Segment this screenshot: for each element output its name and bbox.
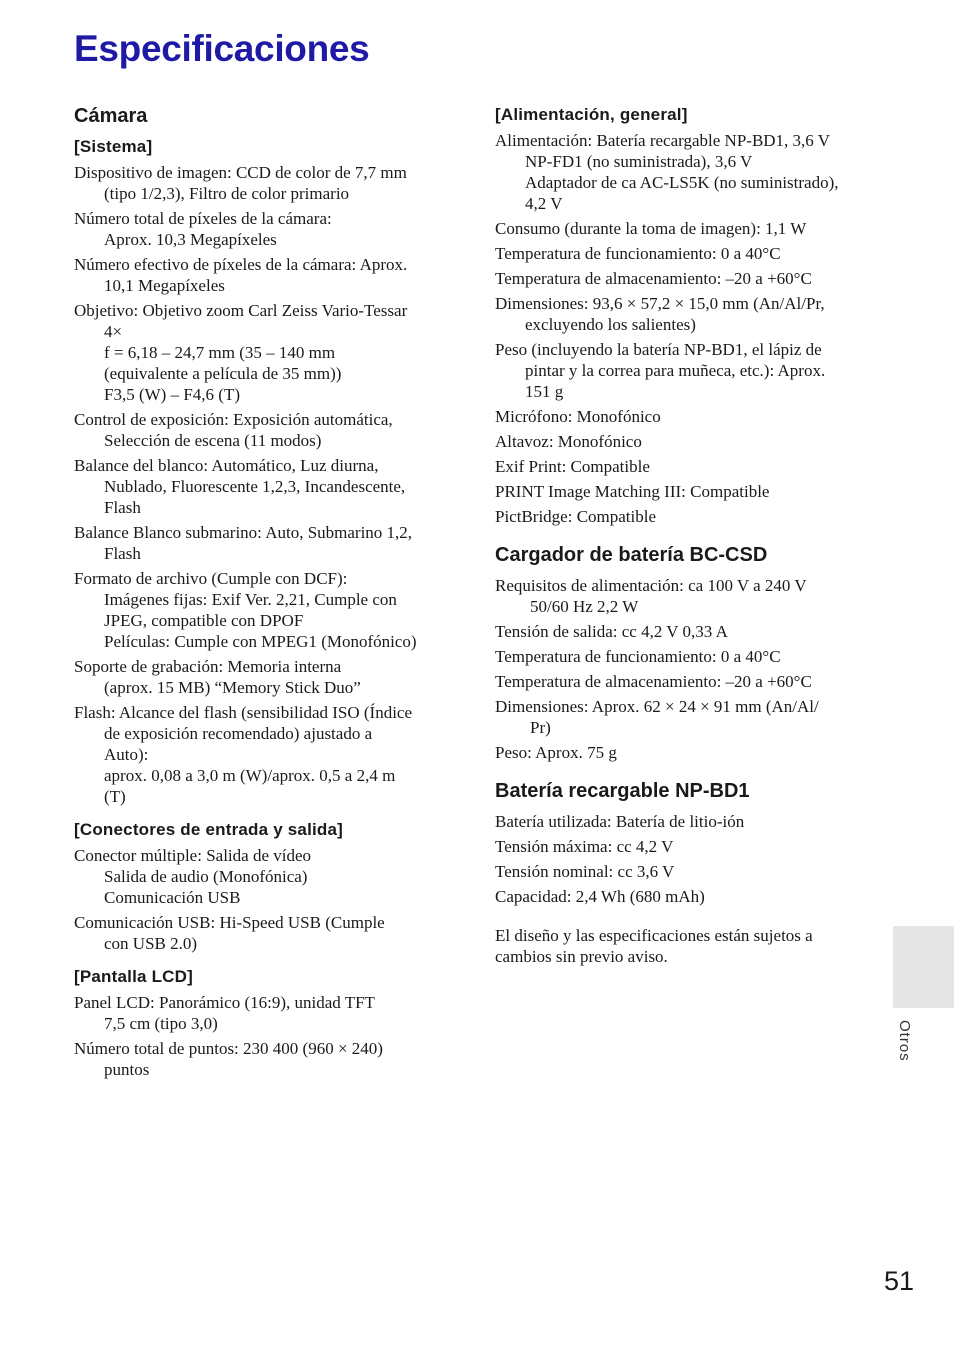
spec-entry — [495, 406, 867, 427]
spec-line: Peso (incluyendo la batería NP-BD1, el lápiz de — [495, 340, 822, 359]
spec-line: 4× — [104, 322, 123, 341]
spec-line: Adaptador de ca AC-LS5K (no suministrado), — [525, 173, 839, 192]
spec-line: Selección de escena (11 modos) — [104, 431, 322, 450]
spec-entry — [495, 456, 867, 477]
spec-line: Peso: Aprox. 75 g — [495, 743, 617, 762]
spec-line: Número total de píxeles de la cámara: — [74, 209, 332, 228]
page-title: Especificaciones — [74, 28, 370, 69]
spec-entry — [495, 575, 867, 617]
spec-entry — [74, 522, 446, 564]
spec-line: Requisitos de alimentación: ca 100 V a 240 V — [495, 576, 807, 595]
spec-line: Altavoz: Monofónico — [495, 432, 642, 451]
spec-line: Batería utilizada: Batería de litio-ión — [495, 812, 745, 831]
spec-line: 4,2 V — [525, 194, 563, 213]
spec-entry — [495, 696, 867, 738]
spec-entry — [74, 1038, 446, 1080]
spec-line: Número efectivo de píxeles de la cámara: Aprox. — [74, 255, 408, 274]
spec-line: Salida de audio (Monofónica) — [104, 867, 308, 886]
spec-entry — [495, 506, 867, 527]
spec-entry — [74, 702, 446, 807]
spec-entry — [495, 836, 867, 857]
spec-entry — [495, 268, 867, 289]
spec-line: Flash — [104, 544, 141, 563]
side-label-otros: Otros — [896, 1020, 913, 1062]
disclaimer-note: El diseño y las especificaciones están sujetos a cambios sin previo aviso. — [495, 926, 813, 966]
spec-line: Aprox. 10,3 Megapíxeles — [104, 230, 277, 249]
spec-entry — [495, 243, 867, 264]
spec-entry — [495, 218, 867, 239]
spec-line: Imágenes fijas: Exif Ver. 2,21, Cumple con — [104, 590, 397, 609]
spec-entry — [74, 912, 446, 954]
spec-line: Flash: Alcance del flash (sensibilidad ISO (Índice — [74, 703, 413, 722]
right-column — [495, 104, 867, 967]
spec-list-conectores — [74, 845, 446, 954]
spec-line: Dispositivo de imagen: CCD de color de 7,7 mm — [74, 163, 407, 182]
spec-list-sistema — [74, 162, 446, 807]
spec-line: Conector múltiple: Salida de vídeo — [74, 846, 312, 865]
spec-entry — [495, 861, 867, 882]
section-title-bateria: Batería recargable NP-BD1 — [495, 780, 750, 802]
spec-line: puntos — [104, 1060, 150, 1079]
spec-line: Panel LCD: Panorámico (16:9), unidad TFT — [74, 993, 375, 1012]
subsection-title-sistema: [Sistema] — [74, 137, 153, 156]
spec-line: 10,1 Megapíxeles — [104, 276, 225, 295]
section-tab-marker — [893, 926, 954, 1008]
spec-line: Tensión máxima: cc 4,2 V — [495, 837, 674, 856]
spec-line: aprox. 0,08 a 3,0 m (W)/aprox. 0,5 a 2,4 m — [104, 766, 396, 785]
spec-entry — [74, 845, 446, 908]
spec-line: (T) — [104, 787, 126, 806]
spec-line: 50/60 Hz 2,2 W — [530, 597, 639, 616]
section-title-camara: Cámara — [74, 105, 148, 127]
spec-entry — [495, 431, 867, 452]
spec-line: 151 g — [525, 382, 564, 401]
spec-line: Películas: Cumple con MPEG1 (Monofónico) — [104, 632, 417, 651]
spec-entry — [495, 130, 867, 214]
spec-entry — [495, 339, 867, 402]
spec-line: Alimentación: Batería recargable NP-BD1, 3,6 V — [495, 131, 831, 150]
spec-line: Exif Print: Compatible — [495, 457, 650, 476]
subsection-title-conectores: [Conectores de entrada y salida] — [74, 820, 344, 839]
spec-entry — [74, 208, 446, 250]
spec-line: Temperatura de almacenamiento: –20 a +60°C — [495, 672, 812, 691]
spec-line: Micrófono: Monofónico — [495, 407, 661, 426]
spec-entry — [495, 621, 867, 642]
spec-line: Pr) — [530, 718, 551, 737]
spec-line: Tensión de salida: cc 4,2 V 0,33 A — [495, 622, 728, 641]
spec-list-alimentacion — [495, 130, 867, 527]
spec-line: excluyendo los salientes) — [525, 315, 696, 334]
spec-list-pantalla — [74, 992, 446, 1080]
spec-entry — [495, 481, 867, 502]
spec-entry — [74, 162, 446, 204]
spec-entry — [74, 254, 446, 296]
spec-line: de exposición recomendado) ajustado a — [104, 724, 373, 743]
spec-line: (tipo 1/2,3), Filtro de color primario — [104, 184, 350, 203]
spec-line: Temperatura de almacenamiento: –20 a +60°C — [495, 269, 812, 288]
spec-line: Consumo (durante la toma de imagen): 1,1 W — [495, 219, 807, 238]
spec-line: f = 6,18 – 24,7 mm (35 – 140 mm — [104, 343, 336, 362]
spec-line: Temperatura de funcionamiento: 0 a 40°C — [495, 647, 781, 666]
spec-entry — [495, 742, 867, 763]
section-title-cargador: Cargador de batería BC-CSD — [495, 544, 768, 566]
spec-line: Balance Blanco submarino: Auto, Submarino 1,2, — [74, 523, 413, 542]
spec-line: Objetivo: Objetivo zoom Carl Zeiss Vario-Tessar — [74, 301, 408, 320]
spec-line: Dimensiones: Aprox. 62 × 24 × 91 mm (An/Al/ — [495, 697, 819, 716]
spec-entry — [495, 293, 867, 335]
spec-line: JPEG, compatible con DPOF — [104, 611, 304, 630]
spec-line: Control de exposición: Exposición automática, — [74, 410, 393, 429]
spec-line: Auto): — [104, 745, 149, 764]
spec-line: Número total de puntos: 230 400 (960 × 240) — [74, 1039, 383, 1058]
spec-entry — [74, 455, 446, 518]
spec-entry — [74, 656, 446, 698]
spec-line: Temperatura de funcionamiento: 0 a 40°C — [495, 244, 781, 263]
spec-list-bateria — [495, 811, 867, 907]
spec-entry — [495, 646, 867, 667]
spec-line: Soporte de grabación: Memoria interna — [74, 657, 342, 676]
spec-entry — [74, 568, 446, 652]
spec-line: PRINT Image Matching III: Compatible — [495, 482, 770, 501]
spec-line: Nublado, Fluorescente 1,2,3, Incandescente, — [104, 477, 406, 496]
spec-line: NP-FD1 (no suministrada), 3,6 V — [525, 152, 753, 171]
spec-entry — [495, 671, 867, 692]
subsection-title-alimentacion: [Alimentación, general] — [495, 105, 688, 124]
spec-list-cargador — [495, 575, 867, 763]
spec-line: F3,5 (W) – F4,6 (T) — [104, 385, 240, 404]
spec-line: (equivalente a película de 35 mm)) — [104, 364, 342, 383]
spec-entry — [74, 409, 446, 451]
left-column — [74, 104, 446, 1084]
subsection-title-pantalla: [Pantalla LCD] — [74, 967, 193, 986]
spec-entry — [495, 886, 867, 907]
spec-line: pintar y la correa para muñeca, etc.): Aprox. — [525, 361, 826, 380]
spec-line: Formato de archivo (Cumple con DCF): — [74, 569, 348, 588]
spec-line: Tensión nominal: cc 3,6 V — [495, 862, 675, 881]
spec-line: Comunicación USB: Hi-Speed USB (Cumple — [74, 913, 385, 932]
spec-line: Flash — [104, 498, 141, 517]
spec-line: Dimensiones: 93,6 × 57,2 × 15,0 mm (An/Al/Pr, — [495, 294, 825, 313]
spec-line: 7,5 cm (tipo 3,0) — [104, 1014, 218, 1033]
spec-entry — [495, 811, 867, 832]
spec-line: PictBridge: Compatible — [495, 507, 657, 526]
spec-line: Capacidad: 2,4 Wh (680 mAh) — [495, 887, 705, 906]
spec-entry — [74, 300, 446, 405]
spec-line: Comunicación USB — [104, 888, 241, 907]
spec-line: con USB 2.0) — [104, 934, 198, 953]
spec-entry — [74, 992, 446, 1034]
spec-line: Balance del blanco: Automático, Luz diurna, — [74, 456, 379, 475]
page-number: 51 — [884, 1266, 915, 1296]
spec-line: (aprox. 15 MB) “Memory Stick Duo” — [104, 678, 361, 697]
